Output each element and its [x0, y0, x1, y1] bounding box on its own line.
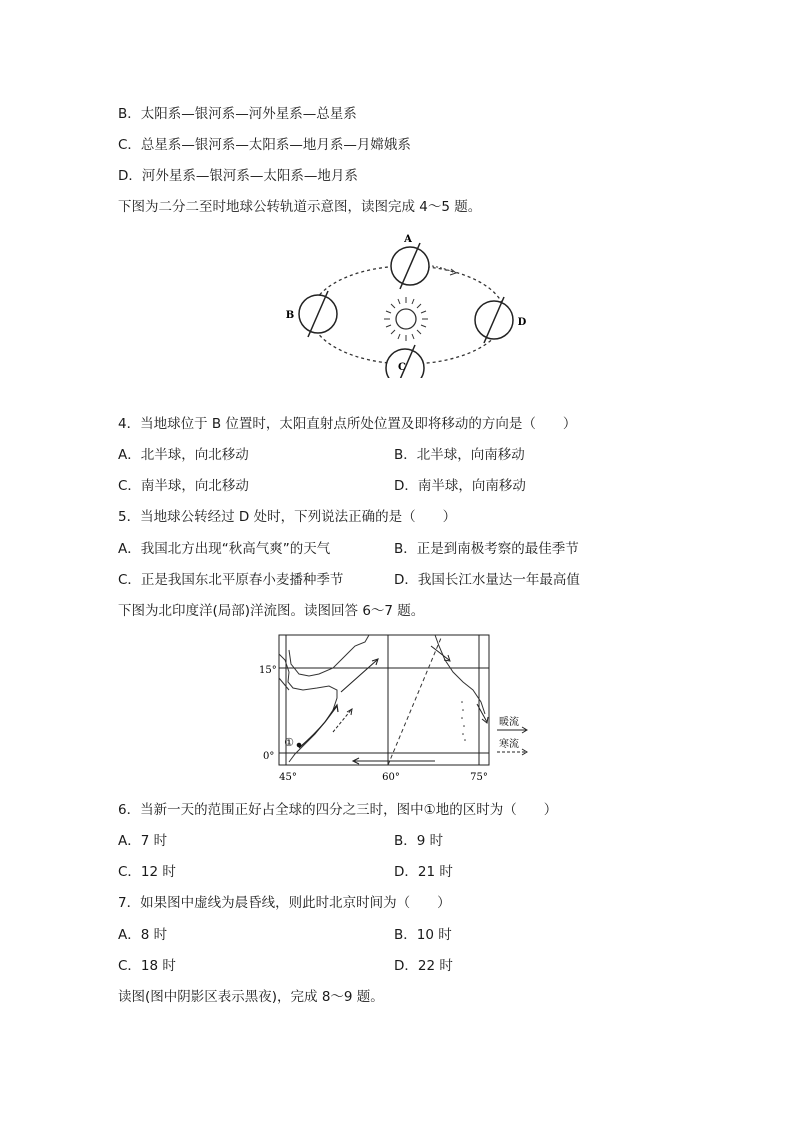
legend-warm-label: 暖流: [499, 717, 519, 728]
q7-option-c: C．18 时: [118, 958, 176, 974]
legend-cold-label: 寒流: [499, 739, 519, 750]
option-b-prev: B．太阳系—银河系—河外星系—总星系: [118, 106, 357, 122]
india-coast: [435, 635, 485, 714]
point-1-marker: [297, 743, 302, 748]
arabia-coast: [289, 635, 369, 676]
q5-option-d: D．我国长江水量达一年最高值: [394, 572, 580, 588]
q7-option-d: D．22 时: [394, 958, 453, 974]
q4-option-d: D．南半球，向南移动: [394, 478, 526, 494]
intro-q8-9: 读图(图中阴影区表示黑夜)，完成 8～9 题。: [118, 989, 384, 1005]
q7-option-b: B．10 时: [394, 927, 452, 943]
intro-q4-5: 下图为二分二至时地球公转轨道示意图，读图完成 4～5 题。: [118, 199, 482, 215]
option-d-prev: D．河外星系—银河系—太阳系—地月系: [118, 168, 358, 184]
label-d: D: [517, 317, 527, 328]
label-c: C: [398, 362, 406, 373]
label-a: A: [404, 234, 412, 245]
question-5: 5．当地球公转经过 D 处时，下列说法正确的是（ ）: [118, 509, 457, 525]
q5-option-a: A．我国北方出现“秋高气爽”的天气: [118, 541, 331, 557]
label-b: B: [285, 310, 295, 321]
q4-option-a: A．北半球，向北移动: [118, 447, 249, 463]
question-4: 4．当地球位于 B 位置时，太阳直射点所处位置及即将移动的方向是（ ）: [118, 416, 577, 432]
q6-option-a: A．7 时: [118, 833, 168, 849]
lon-60-label: 60°: [382, 772, 400, 783]
q5-option-c: C．正是我国东北平原春小麦播种季节: [118, 572, 344, 588]
q6-option-d: D．21 时: [394, 864, 453, 880]
islands: [461, 701, 466, 741]
orbit-diagram: [280, 228, 540, 378]
lat-0-label: 0°: [263, 751, 275, 762]
option-c-prev: C．总星系—银河系—太阳系—地月系—月嫦娥系: [118, 137, 411, 153]
q4-option-c: C．南半球，向北移动: [118, 478, 249, 494]
earth-position-b: [299, 291, 337, 337]
intro-q6-7: 下图为北印度洋(局部)洋流图。读图回答 6～7 题。: [118, 603, 425, 619]
ocean-current-map: [255, 630, 540, 788]
lat-15-label: 15°: [259, 665, 277, 676]
q7-option-a: A．8 时: [118, 927, 168, 943]
question-6: 6．当新一天的范围正好占全球的四分之三时，图中①地的区时为（ ）: [118, 802, 558, 818]
label-c-wrap: [392, 358, 412, 374]
q5-option-b: B．正是到南极考察的最佳季节: [394, 541, 579, 557]
earth-position-a: [391, 243, 429, 289]
lon-75-label: 75°: [470, 772, 488, 783]
q6-option-c: C．12 时: [118, 864, 176, 880]
sun-icon: [384, 297, 428, 341]
point-1-label: ①: [284, 736, 294, 749]
q4-option-b: B．北半球，向南移动: [394, 447, 525, 463]
arabian-current: [341, 660, 377, 692]
cold-current: [333, 710, 351, 732]
earth-position-d: [475, 297, 513, 343]
question-7: 7．如果图中虚线为晨昏线，则此时北京时间为（ ）: [118, 895, 451, 911]
q6-option-b: B．9 时: [394, 833, 444, 849]
lon-45-label: 45°: [279, 772, 297, 783]
terminator-line: [388, 638, 441, 765]
